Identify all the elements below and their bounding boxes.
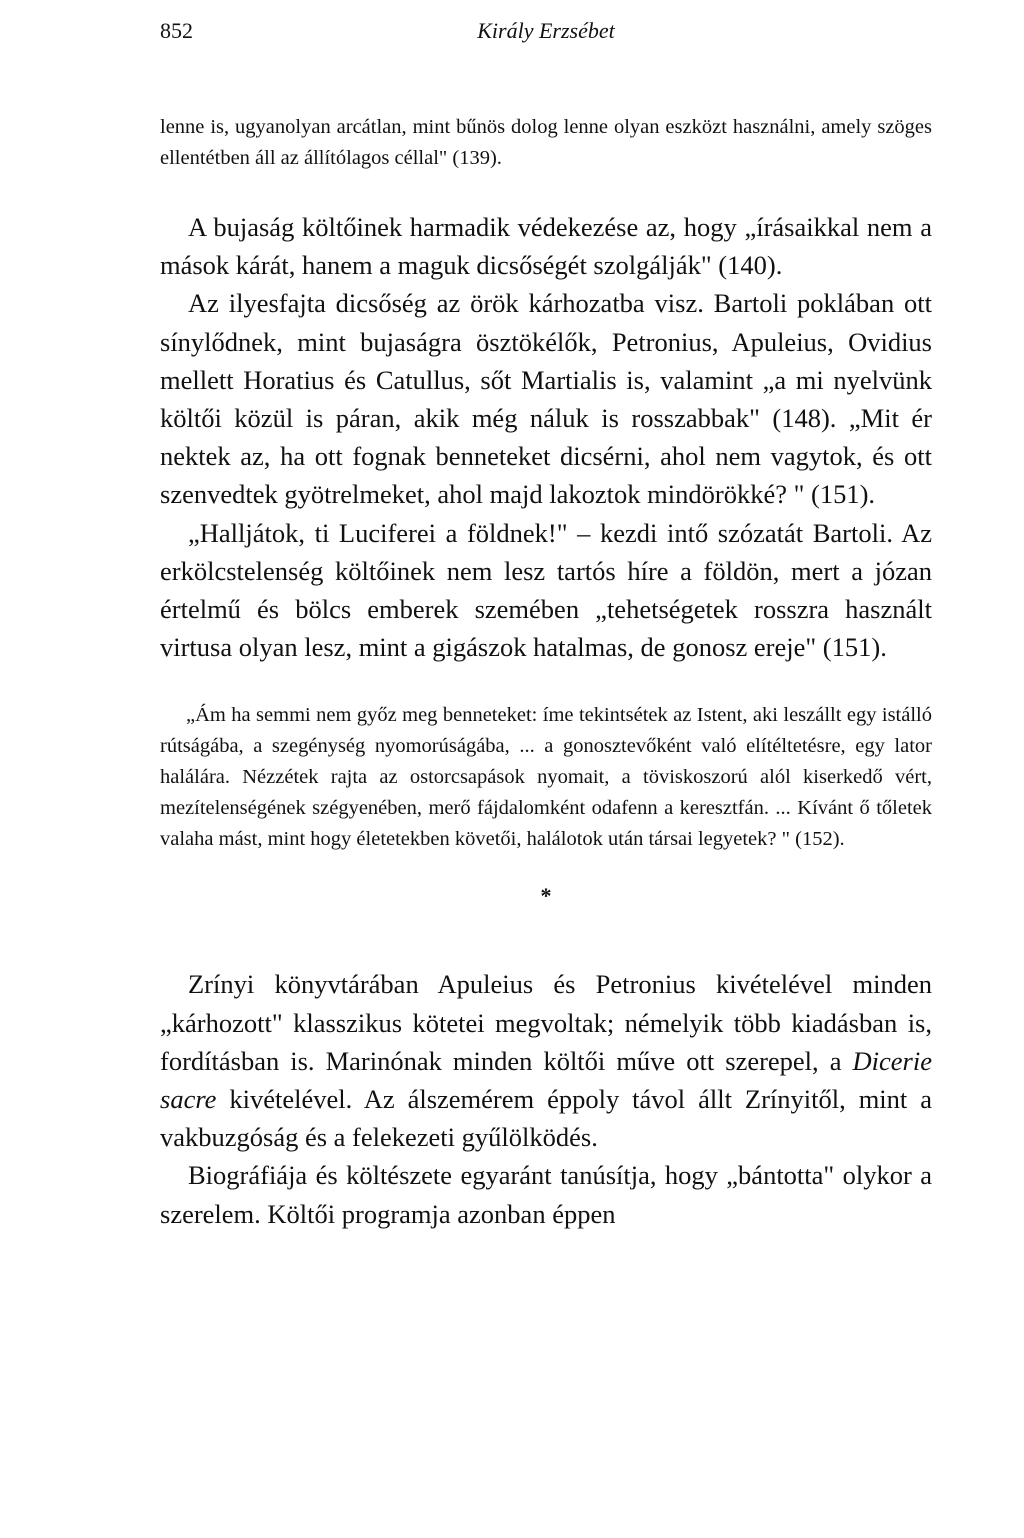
section-separator: * <box>540 883 552 909</box>
work-title: Dicerie sacre <box>160 1045 932 1115</box>
paragraph: Biográfiája és költészete egyaránt tanúsítja, hogy „bántotta" olykor a szerelem. Költői programja azonban éppen <box>160 1160 932 1229</box>
paragraph: A bujaság költőinek harmadik védekezése az, hogy „írásaikkal nem a mások kárát, hanem a maguk dicsőségét szolgálják" (140). <box>160 212 932 281</box>
paragraph-text: Zrínyi könyvtárában Apuleius és Petronius kivételével minden „kárhozott" klasszikus kötetei megvoltak; némelyik több kiadásban is, fordításban is. Marinónak minden költői műve ott szerepel, a <box>160 969 932 1076</box>
paragraph <box>160 965 932 1156</box>
paragraph-text: kivételével. Az álszemérem éppoly távol állt Zrínyitől, mint a vakbuzgóság és a felekezeti gyűlölködés. <box>160 1084 932 1153</box>
block-quote: „Ám ha semmi nem győz meg benneteket: íme tekintsétek az Istent, aki leszállt egy istálló rútságába, a szegénység nyomorúságába, ... a gonosztevőként való elítéltetésre, egy lator halálára. Nézzétek rajta az ostorcsapások nyomait, a töviskoszorú alól kiserkedő vért, mezítelenségének szégyenében, merő fájdalomként odafenn a keresztfán. ... Kívánt ő tőletek valaha mást, mint hogy életetekben követői, halálotok után társai legyetek? " (152). <box>160 704 932 851</box>
running-head: Király Erzsébet <box>477 18 615 43</box>
paragraph: Az ilyesfajta dicsőség az örök kárhozatba visz. Bartoli poklában ott sínylődnek, mint bujaságra ösztökélők, Petronius, Apuleius, Ovidius mellett Horatius és Catullus, sőt Martialis is, valamint „a mi nyelvünk költői közül is páran, akik még náluk is rosszabbak" (148). „Mit ér nektek az, ha ott fognak benneteket dicsérni, ahol nem vagytok, és ott szenvedtek gyötrelmeket, ahol majd lakoztok mindörökké? " (151). <box>160 288 932 510</box>
paragraph: „Halljátok, ti Luciferei a földnek!" – kezdi intő szózatát Bartoli. Az erkölcstelenség költőinek nem lesz tartós híre a földön, mert a józan értelmű és bölcs emberek szemében „tehetségetek rosszra használt virtusa olyan lesz, mint a gigászok hatalmas, de gonosz ereje" (151). <box>160 517 932 663</box>
continued-quote: lenne is, ugyanolyan arcátlan, mint bűnös dolog lenne olyan eszközt használni, amely szöges ellentétben áll az állítólagos céllal" (139). <box>160 116 932 169</box>
page-number: 852 <box>160 18 193 43</box>
page-header <box>160 18 932 54</box>
page <box>160 18 932 1233</box>
